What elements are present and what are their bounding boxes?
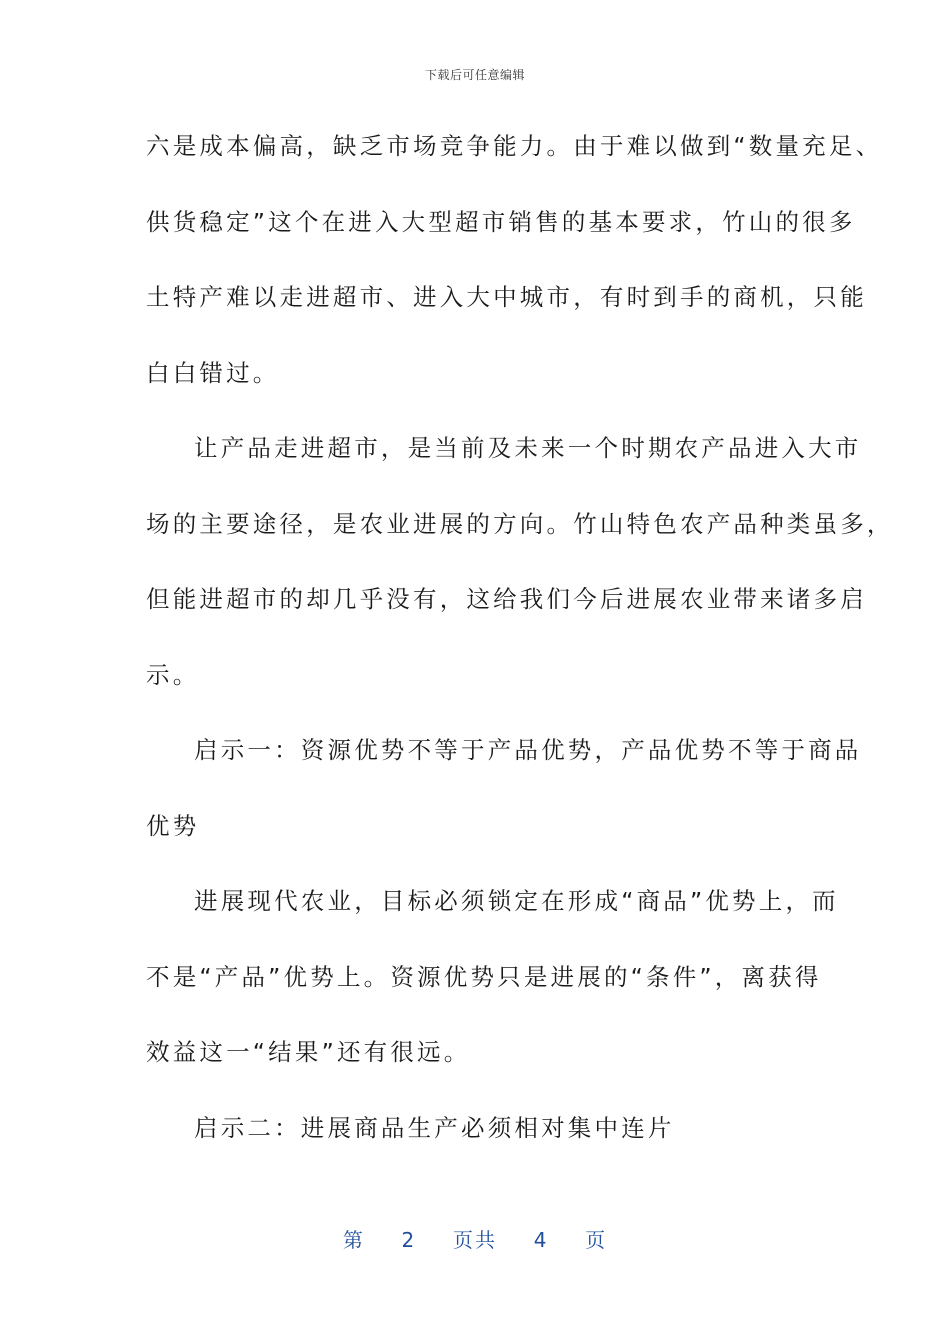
text-line: 启示二：进展商品生产必须相对集中连片 — [194, 1113, 675, 1142]
document-body — [146, 120, 894, 1177]
text-line: 进展现代农业，目标必须锁定在形成“商品”优势上，而 — [194, 887, 839, 915]
page-header: 下载后可任意编辑 — [424, 68, 525, 82]
text-line: 但能进超市的却几乎没有，这给我们今后进展农业带来诸多启 — [146, 585, 867, 613]
text-line: 不是“产品”优势上。资源优势只是进展的“条件”，离获得 — [146, 962, 822, 991]
page-footer — [0, 1224, 950, 1253]
text-line: 让产品走进超市，是当前及未来一个时期农产品进入大市 — [194, 434, 862, 462]
footer-middle: 页共 — [453, 1228, 497, 1252]
text-line: 土特产难以走进超市、进入大中城市，有时到手的商机，只能 — [146, 283, 867, 311]
footer-prefix: 第 — [342, 1228, 365, 1252]
text-line: 供货稳定”这个在进入大型超市销售的基本要求，竹山的很多 — [146, 207, 856, 236]
current-page-number: 2 — [401, 1228, 417, 1252]
footer-suffix: 页 — [585, 1228, 608, 1252]
total-page-count: 4 — [533, 1228, 549, 1252]
text-line: 效益这一“结果”还有很远。 — [146, 1038, 471, 1066]
text-line: 优势 — [146, 811, 200, 840]
text-line: 启示一：资源优势不等于产品优势，产品优势不等于商品 — [194, 736, 862, 764]
text-line: 场的主要途径，是农业进展的方向。竹山特色农产品种类虽多， — [146, 509, 894, 538]
text-line: 白白错过。 — [146, 358, 280, 387]
text-line: 示。 — [146, 660, 200, 689]
text-line: 六是成本偏高，缺乏市场竞争能力。由于难以做到“数量充足、 — [146, 132, 883, 160]
